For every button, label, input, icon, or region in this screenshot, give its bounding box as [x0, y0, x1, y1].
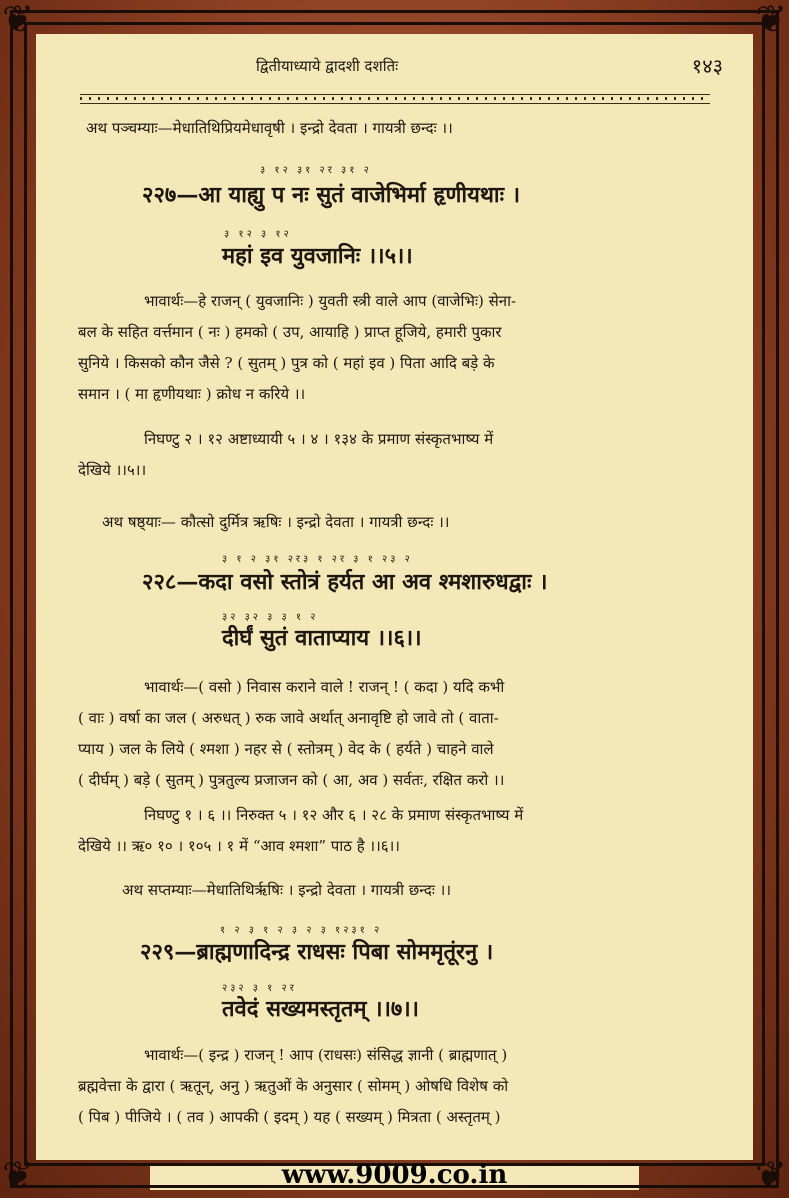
section5-intro: अथ पञ्चम्याः—मेधातिथिप्रियमेधावृषी । इन्द्रो देवता । गायत्री छन्दः ।।	[86, 119, 453, 137]
bhashya-line: समान । ( मा हृणीयथाः ) क्रोध न करिये ।।	[78, 385, 306, 403]
bhashya-line: ( वाः ) वर्षा का जल ( अरुधत् ) रुक जावे अर्थात् अनावृष्टि हो जावे तो ( वाता-	[78, 709, 499, 727]
section6-intro: अथ षष्ठ्याः— कौत्सो दुर्मित्र ऋषिः । इन्द्रो देवता । गायत्री छन्दः ।।	[102, 513, 450, 531]
section5-accent2: ३ १२ ३ १२	[224, 229, 292, 240]
note-228	[78, 800, 708, 862]
section5-accent1: ३ १२ ३१ २र ३१ २	[260, 165, 372, 176]
section6-accent1: ३ १ २ ३१ २र३ १ २र ३ १ २३ २	[222, 554, 413, 565]
section7-accent2: २३२ ३ १ २र	[222, 983, 297, 994]
mantra-229-line1: २२९—ब्राह्मणादिन्द्र राधसः पिबा सोममृतूंरनु ।	[140, 939, 494, 965]
corner-ornament-top-left: ❦	[2, 0, 34, 41]
bhashya-line: बल के सहित वर्त्तमान ( नः ) हमको ( उप, आयाहि ) प्राप्त हूजिये, हमारी पुकार	[78, 323, 502, 341]
mantra-228-line2: दीर्घं सुतं वाताप्याय ।।६।।	[222, 625, 422, 651]
corner-ornament-top-right: ❦	[755, 0, 787, 41]
section7-accent1: १ २ ३ १ २ ३ २ ३ १२३१ २	[220, 925, 383, 936]
footer-watermark	[0, 1160, 789, 1198]
bhashya-227	[78, 286, 708, 410]
bhashya-line: ( पिब ) पीजिये । ( तव ) आपकी ( इदम् ) यह ( सख्यम् ) मित्रता ( अस्तृतम् )	[78, 1108, 501, 1126]
header-divider	[80, 94, 710, 104]
note-line: निघण्टु १ । ६ ।। निरुक्त ५ । १२ और ६ । २८ के प्रमाण संस्कृतभाष्य में	[144, 806, 524, 824]
page-number: १४३	[691, 54, 723, 78]
note-line: निघण्टु २ । १२ अष्टाध्यायी ५ । ४ । १३४ के प्रमाण संस्कृतभाष्य में	[144, 430, 494, 448]
bhashya-line: भावार्थः—हे राजन् ( युवजानिः ) युवती स्त्री वाले आप (वाजेभिः) सेना-	[144, 292, 517, 310]
note-line: देखिये ।। ऋ० १० । १०५ । १ में “आव श्मशा” पाठ है ।।६।।	[78, 837, 400, 855]
bhashya-229	[78, 1040, 708, 1133]
corner-ornament-bottom-right: ❦	[755, 1153, 787, 1197]
section7-intro: अथ सप्तम्याः—मेधातिथिर्ऋषिः । इन्द्रो देवता । गायत्री छन्दः ।।	[122, 881, 452, 899]
bhashya-line: ब्रह्मवेत्ता के द्वारा ( ऋतून्, अनु ) ऋतुओं के अनुसार ( सोमम् ) ओषधि विशेष को	[78, 1077, 509, 1095]
mantra-227-line2: महां इव युवजानिः ।।५।।	[222, 243, 413, 269]
book-page	[36, 34, 753, 1160]
corner-ornament-bottom-left: ❦	[2, 1153, 34, 1197]
bhashya-line: भावार्थः—( इन्द्र ) राजन् ! आप (राधसः) संसिद्ध ज्ञानी ( ब्राह्मणात् )	[144, 1046, 508, 1064]
bhashya-line: सुनिये । किसको कौन जैसे ? ( सुतम् ) पुत्र को ( महां इव ) पिता आदि बड़े के	[78, 354, 495, 372]
note-line: देखिये ।।५।।	[78, 461, 147, 479]
section6-accent2: ३२ ३२ ३ ३ १ २	[222, 612, 319, 623]
bhashya-228	[78, 672, 708, 796]
bhashya-line: ( दीर्घम् ) बड़े ( सुतम् ) पुत्रतुल्य प्रजाजन को ( आ, अव ) सर्वतः, रक्षित करो ।।	[78, 771, 505, 789]
note-227	[78, 424, 708, 486]
mantra-229-line2: तवेदं सख्यमस्तृतम् ।।७।।	[222, 996, 420, 1022]
mantra-227-line1: २२७—आ याह्यु प नः सुतं वाजेभिर्मा हृणीयथाः ।	[142, 182, 521, 208]
page-header	[36, 44, 753, 80]
mantra-228-line1: २२८—कदा वसो स्तोत्रं हर्यत आ अव श्मशारुधद्वाः ।	[142, 569, 548, 595]
website-url: www.9009.co.in	[281, 1160, 508, 1190]
chapter-title: द्वितीयाध्याये द्वादशी दशतिः	[256, 57, 399, 75]
bhashya-line: प्याय ) जल के लिये ( श्मशा ) नहर से ( स्तोत्रम् ) वेद के ( हर्यते ) चाहने वाले	[78, 740, 494, 758]
bhashya-line: भावार्थः—( वसो ) निवास कराने वाले ! राजन् ! ( कदा ) यदि कभी	[144, 678, 505, 696]
